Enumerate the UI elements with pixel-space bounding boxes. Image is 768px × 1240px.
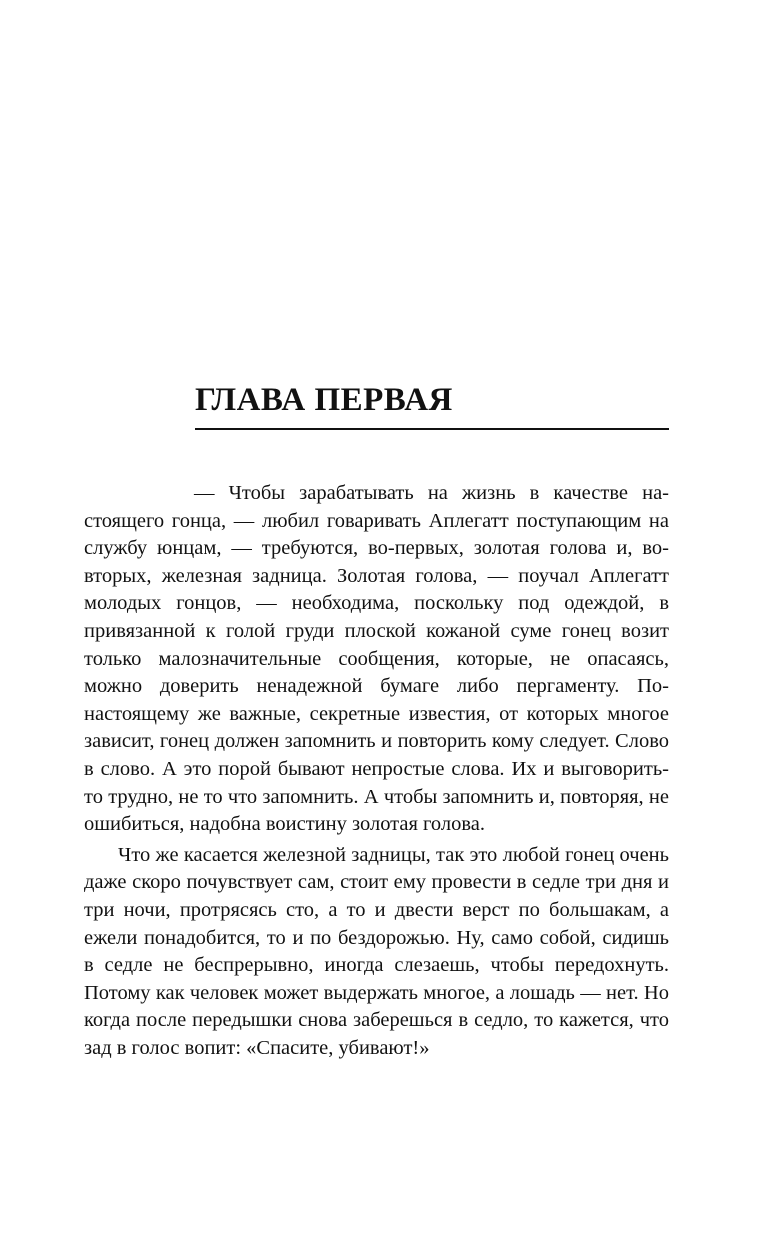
title-underline: [195, 428, 669, 430]
paragraph-1: — Чтобы зарабатывать на жизнь в качестве настоящего гонца, — любил говаривать Аплегатт поступающим на службу юнцам, — требуются, во-первых, золотая голова и, во-вторых, железная задница. Золотая голова, — поучал Аплегатт молодых гонцов, — необходима, поскольку под одеждой, в привязанной к голой груди плоской кожаной суме гонец возит только малозначительные сообщения, которые, не опасаясь, можно доверить ненадежной бумаге либо пергаменту. По-настоящему же важные, секретные известия, от которых многое зависит, гонец должен запомнить и повторить кому следует. Слово в слово. А это порой бывают непростые слова. Их и выговорить-то трудно, не то что запомнить. А чтобы запомнить и, повторяя, не ошибиться, надобна воистину золотая голова.: [84, 482, 669, 836]
chapter-body: [84, 480, 669, 1062]
chapter-title: ГЛАВА ПЕРВАЯ: [195, 382, 453, 418]
paragraph-2: Что же касается железной задницы, так это любой гонец очень даже скоро почувствует сам, стоит ему провести в седле три дня и три ночи, протрясясь сто, а то и двести верст по большакам, а ежели понадобится, то и по бездорожью. Ну, само собой, сидишь в седле не беспрерывно, иногда слезаешь, чтобы передохнуть. Потому как человек может выдержать многое, а лошадь — нет. Но когда после передышки снова заберешься в седло, то кажется, что зад в голос вопит: «Спасите, убивают!»: [84, 843, 669, 1059]
